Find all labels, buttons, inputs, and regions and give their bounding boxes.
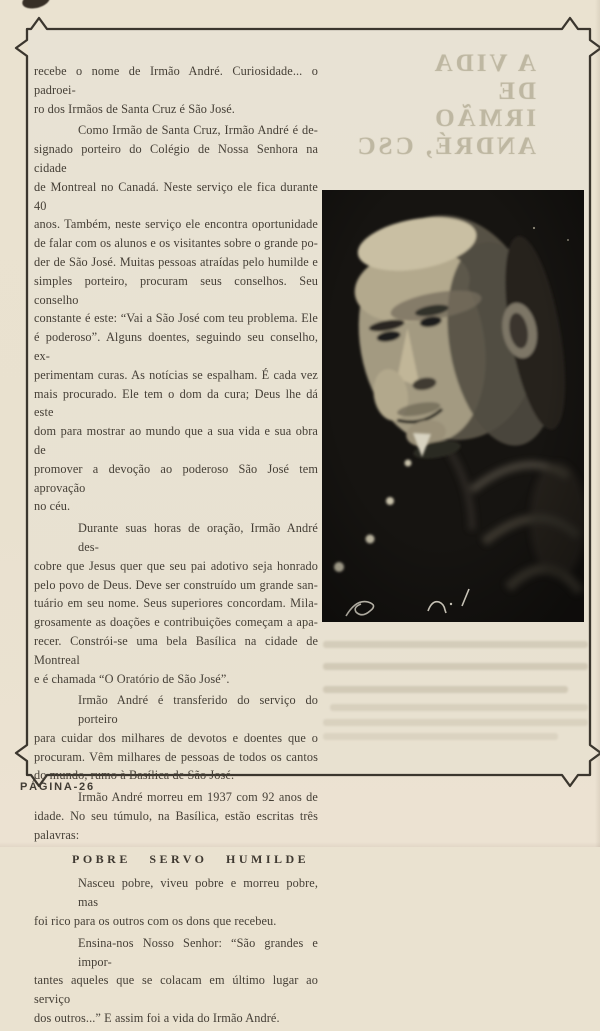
text-line: constante é este: “Vai a São José com teu problema. Ele xyxy=(34,311,318,326)
paragraph xyxy=(34,874,318,930)
paragraph xyxy=(34,121,318,516)
article-text-column xyxy=(34,62,318,1031)
bleed-through-text-line xyxy=(323,686,568,693)
text-line: foi rico para os outros com os dons que recebeu. xyxy=(34,914,277,929)
text-line: Irmão André é transferido do serviço do porteiro xyxy=(78,693,318,727)
scan-edge-shadow-right xyxy=(595,0,600,847)
text-line: mais procurado. Ele tem o dom da cura; Deus lhe dá este xyxy=(34,386,318,420)
bleed-title-line: DE xyxy=(495,77,536,105)
text-line: signado porteiro do Colégio de Nossa Senhora na cidade xyxy=(34,142,318,175)
portrait-photo-image xyxy=(322,190,584,622)
text-line: para cuidar dos milhares de devotos e doentes que o xyxy=(34,730,318,745)
text-line: tantes aqueles que se colacam em último lugar ao serviço xyxy=(34,973,318,1007)
bleed-title-line: ANDRÉ, CSC xyxy=(354,132,536,160)
text-line: palavras: xyxy=(34,827,80,842)
paragraph xyxy=(34,691,318,785)
text-line: recer. Constrói-se uma bela Basílica na cidade de Montreal xyxy=(34,633,318,667)
photo-vignette xyxy=(322,190,584,622)
text-line: é poderoso”. Alguns doentes, seguindo seu conselho, ex- xyxy=(34,330,318,363)
text-line: de falar com os alunos e os visitantes sobre o grande po- xyxy=(34,236,318,251)
text-line: simples porteiro, procuram seus conselhos. Seu conselho xyxy=(34,273,318,307)
text-line: tuário em seu nome. Seus superiores concordam. Mila- xyxy=(34,596,318,611)
portrait-photo xyxy=(322,190,584,622)
text-line: no céu. xyxy=(34,499,71,514)
bleed-through-text-line xyxy=(330,704,588,711)
text-line: perimentam curas. As notícias se espalham. É cada vez xyxy=(34,367,318,382)
bleed-through-title xyxy=(330,50,536,160)
text-line: dom para mostrar ao mundo que a sua vida e sua obra de xyxy=(34,424,318,457)
bleed-through-text-line xyxy=(323,733,558,740)
text-line: Irmão André morreu em 1937 com 92 anos de xyxy=(78,790,318,805)
text-line: Como Irmão de Santa Cruz, Irmão André é de- xyxy=(78,123,318,138)
text-line: procuram. Vêm milhares de pessoas de todos os cantos xyxy=(34,749,318,764)
text-line: pelo povo de Deus. Deve ser construído um grande san- xyxy=(34,577,318,592)
text-line: Ensina-nos Nosso Senhor: “São grandes e impor- xyxy=(78,935,318,969)
bleed-through-text-line xyxy=(323,641,588,648)
text-line: Durante suas horas de oração, Irmão André des- xyxy=(78,521,318,554)
text-line: recebe o nome de Irmão André. Curiosidade... o padroei- xyxy=(34,64,318,97)
paragraph xyxy=(34,62,318,118)
text-line: dos outros...” E assim foi a vida do Irmão André. xyxy=(34,1011,280,1026)
bleed-through-text-line xyxy=(323,663,588,670)
text-line: idade. No seu túmulo, na Basílica, estão escritas três xyxy=(34,809,318,824)
scan-edge-shadow-bottom xyxy=(0,842,600,847)
text-line: Nasceu pobre, viveu pobre e morreu pobre, mas xyxy=(78,876,318,910)
bleed-title-line: A VIDA xyxy=(431,50,536,77)
paragraph xyxy=(34,519,318,688)
text-line: ro dos Irmãos de Santa Cruz é São José. xyxy=(34,101,235,116)
text-line: do mundo, rumo à Basílica de São José. xyxy=(34,768,235,783)
text-line: der de São José. Muitas pessoas atraídas pelo humilde e xyxy=(34,254,318,269)
text-line: de Montreal no Canadá. Neste serviço ele fica durante 40 xyxy=(34,179,318,213)
bleed-through-text-line xyxy=(323,719,588,726)
text-line: anos. Também, neste serviço ele encontra oportunidade xyxy=(34,217,318,232)
text-line: promover a devoção ao poderoso São José tem aprovação xyxy=(34,461,318,495)
paragraph xyxy=(34,788,318,844)
text-line: e é chamada “O Oratório de São José”. xyxy=(34,671,230,686)
page-number: PÁGINA-26 xyxy=(20,781,95,793)
subheading: POBRE SERVO HUMILDE xyxy=(72,851,310,866)
bleed-title-line: IRMÃO xyxy=(432,105,536,132)
text-line: grosamente as doações e contribuições começam a apa- xyxy=(34,615,318,630)
text-line: cobre que Jesus quer que seu pai adotivo seja honrado xyxy=(34,558,318,573)
paragraph xyxy=(34,934,318,1028)
